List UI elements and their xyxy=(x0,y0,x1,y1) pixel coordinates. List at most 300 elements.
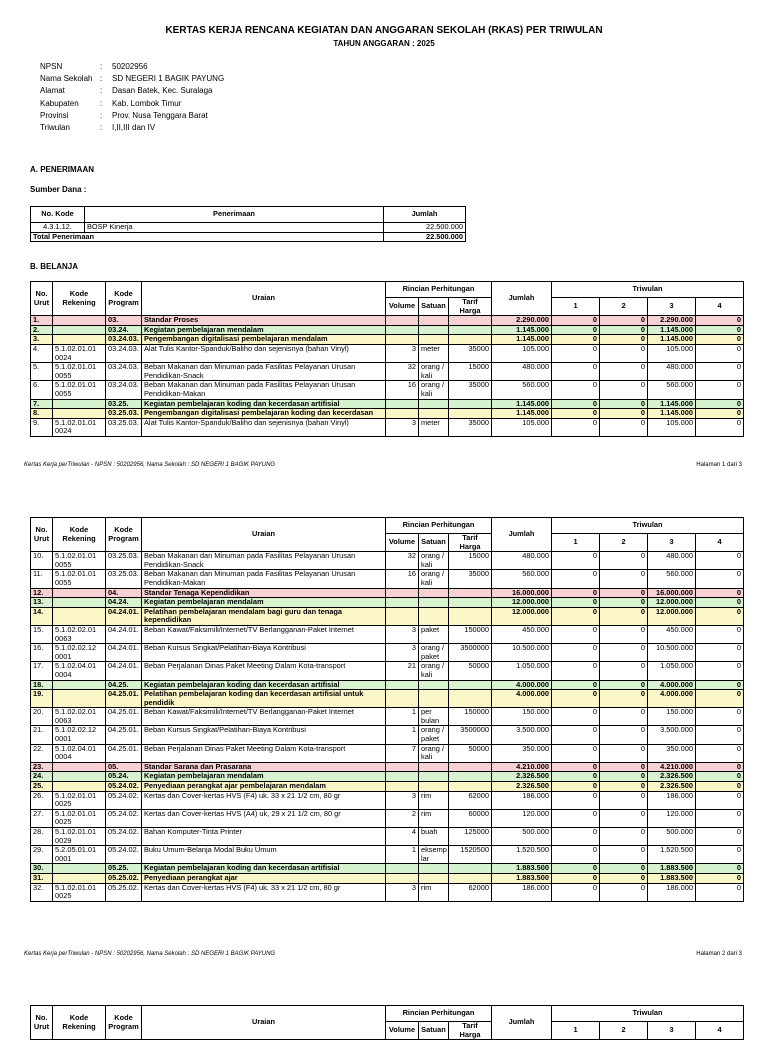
uraian: Kegiatan pembelajaran koding dan kecerdasan artifisial xyxy=(142,399,386,409)
tarif-harga xyxy=(449,409,492,419)
table-row xyxy=(31,782,744,792)
kode-program: 03.25. xyxy=(106,399,142,409)
triwulan-2: 0 xyxy=(600,680,648,690)
info-colon: : xyxy=(100,98,103,108)
jumlah: 150.000 xyxy=(492,708,552,726)
uraian: Kegiatan pembelajaran mendalam xyxy=(142,598,386,608)
volume xyxy=(386,598,419,608)
triwulan-2: 0 xyxy=(600,708,648,726)
uraian: Kegiatan pembelajaran koding dan kecerdasan artifisial xyxy=(142,864,386,874)
triwulan-4: 0 xyxy=(696,809,744,827)
info-row xyxy=(40,74,224,86)
uraian: Standar Tenaga Kependidikan xyxy=(142,588,386,598)
volume xyxy=(386,782,419,792)
kode-program: 04. xyxy=(106,588,142,598)
triwulan-3: 186.000 xyxy=(648,791,696,809)
kode-program: 05.24.02. xyxy=(106,791,142,809)
table-row xyxy=(31,625,744,643)
tarif-harga xyxy=(449,690,492,708)
kode-rekening: 5.1.02.02.12 0001 xyxy=(53,644,106,662)
header-no-urut: No. Urut xyxy=(31,282,53,316)
row-no: 23. xyxy=(31,762,53,772)
jumlah: 3.500.000 xyxy=(492,726,552,744)
triwulan-1: 0 xyxy=(552,772,600,782)
triwulan-3: 2.326.500 xyxy=(648,782,696,792)
header-triwulan-4: 4 xyxy=(696,534,744,552)
kode-rekening: 5.1.02.01.01 0055 xyxy=(53,363,106,381)
header-triwulan: Triwulan xyxy=(552,282,744,298)
table-row xyxy=(31,726,744,744)
triwulan-1: 0 xyxy=(552,344,600,362)
triwulan-4: 0 xyxy=(696,828,744,846)
triwulan-1: 0 xyxy=(552,873,600,883)
row-no: 15. xyxy=(31,625,53,643)
triwulan-2: 0 xyxy=(600,873,648,883)
triwulan-1: 0 xyxy=(552,726,600,744)
triwulan-3: 105.000 xyxy=(648,344,696,362)
triwulan-4: 0 xyxy=(696,399,744,409)
satuan xyxy=(419,680,449,690)
header-no-urut: No. Urut xyxy=(31,1006,53,1040)
header-triwulan-2: 2 xyxy=(600,534,648,552)
triwulan-3: 186.000 xyxy=(648,883,696,901)
table-row xyxy=(31,791,744,809)
kode-rekening xyxy=(53,690,106,708)
triwulan-3: 560.000 xyxy=(648,570,696,588)
table-row xyxy=(31,607,744,625)
uraian: Pengembangan digitalisasi pembelajaran mendalam xyxy=(142,335,386,345)
kode-rekening: 5.1.02.01.01 0055 xyxy=(53,570,106,588)
triwulan-2: 0 xyxy=(600,828,648,846)
tarif-harga: 60000 xyxy=(449,809,492,827)
volume xyxy=(386,335,419,345)
info-value: Dasan Batek, Kec. Suralaga xyxy=(112,86,213,96)
kode-rekening: 5.1.02.01.01 0025 xyxy=(53,809,106,827)
triwulan-3: 1.883.500 xyxy=(648,873,696,883)
header-triwulan-1: 1 xyxy=(552,298,600,316)
kode-rekening: 5.1.02.04.01 0004 xyxy=(53,662,106,680)
row-no: 22. xyxy=(31,744,53,762)
header-uraian: Uraian xyxy=(142,282,386,316)
kode-rekening xyxy=(53,762,106,772)
triwulan-1: 0 xyxy=(552,708,600,726)
triwulan-1: 0 xyxy=(552,644,600,662)
triwulan-3: 1.145.000 xyxy=(648,409,696,419)
tarif-harga: 125000 xyxy=(449,828,492,846)
info-value: 50202956 xyxy=(112,62,148,71)
belanja-table-page-3 xyxy=(30,1005,744,1040)
row-no: 7. xyxy=(31,399,53,409)
header-jumlah: Jumlah xyxy=(384,207,466,223)
header-triwulan-2: 2 xyxy=(600,298,648,316)
table-row xyxy=(31,552,744,570)
satuan: rim xyxy=(419,883,449,901)
triwulan-2: 0 xyxy=(600,809,648,827)
uraian: Alat Tulis Kantor-Spanduk/Baliho dan sejenisnya (bahan Vinyl) xyxy=(142,418,386,436)
triwulan-3: 4.000.000 xyxy=(648,690,696,708)
info-value: I,II,III dan IV xyxy=(112,122,156,132)
kode-program: 03.24. xyxy=(106,325,142,335)
header-rincian: Rincian Perhitungan xyxy=(386,1006,492,1022)
jumlah: 12.000.000 xyxy=(492,598,552,608)
table-row xyxy=(31,399,744,409)
jumlah: 1.883.500 xyxy=(492,864,552,874)
page-footer-1 xyxy=(24,462,742,468)
triwulan-2: 0 xyxy=(600,883,648,901)
kode-rekening xyxy=(53,335,106,345)
header-row xyxy=(31,282,744,298)
uraian: Standar Proses xyxy=(142,316,386,326)
uraian: Pelatihan pembelajaran koding dan kecerdasan artifisial untuk pendidik xyxy=(142,690,386,708)
satuan: orang / paket xyxy=(419,726,449,744)
triwulan-4: 0 xyxy=(696,335,744,345)
row-no: 27. xyxy=(31,809,53,827)
volume xyxy=(386,409,419,419)
kode-rekening: 5.1.02.01.01 0055 xyxy=(53,552,106,570)
satuan: orang / kali xyxy=(419,552,449,570)
uraian: Pelatihan pembelajaran mendalam bagi guru dan tenaga kependidikan xyxy=(142,607,386,625)
kode-program: 05.25.02. xyxy=(106,883,142,901)
tarif-harga: 62000 xyxy=(449,791,492,809)
row-no: 20. xyxy=(31,708,53,726)
triwulan-1: 0 xyxy=(552,399,600,409)
kode-program: 03.25.03. xyxy=(106,552,142,570)
triwulan-1: 0 xyxy=(552,552,600,570)
triwulan-4: 0 xyxy=(696,625,744,643)
triwulan-1: 0 xyxy=(552,588,600,598)
header-kode-program: Kode Program xyxy=(106,1006,142,1040)
row-no: 8. xyxy=(31,409,53,419)
tarif-harga xyxy=(449,598,492,608)
info-colon: : xyxy=(100,122,103,132)
triwulan-4: 0 xyxy=(696,864,744,874)
kode-program: 05.24.02. xyxy=(106,809,142,827)
triwulan-3: 10.500.000 xyxy=(648,644,696,662)
table-row xyxy=(31,828,744,846)
tarif-harga xyxy=(449,316,492,326)
jumlah: 120.000 xyxy=(492,809,552,827)
tarif-harga xyxy=(449,325,492,335)
triwulan-4: 0 xyxy=(696,316,744,326)
kode-program: 04.24.01. xyxy=(106,625,142,643)
kode-program: 05. xyxy=(106,762,142,772)
table-row xyxy=(31,883,744,901)
triwulan-2: 0 xyxy=(600,864,648,874)
tarif-harga: 35000 xyxy=(449,418,492,436)
kode-rekening xyxy=(53,873,106,883)
table-row xyxy=(31,335,744,345)
triwulan-1: 0 xyxy=(552,363,600,381)
header-jumlah: Jumlah xyxy=(492,518,552,552)
volume xyxy=(386,316,419,326)
triwulan-1: 0 xyxy=(552,883,600,901)
kode-rekening xyxy=(53,772,106,782)
header-triwulan: Triwulan xyxy=(552,518,744,534)
triwulan-3: 3.500.000 xyxy=(648,726,696,744)
document-title: KERTAS KERJA RENCANA KEGIATAN DAN ANGGARAN SEKOLAH (RKAS) PER TRIWULAN xyxy=(165,25,603,36)
triwulan-1: 0 xyxy=(552,690,600,708)
triwulan-2: 0 xyxy=(600,690,648,708)
row-no: 17. xyxy=(31,662,53,680)
table-row xyxy=(31,873,744,883)
uraian: Beban Makanan dan Minuman pada Fasilitas Pelayanan Urusan Pendidikan-Snack xyxy=(142,363,386,381)
header-kode-rekening: Kode Rekening xyxy=(53,282,106,316)
triwulan-4: 0 xyxy=(696,552,744,570)
kode-rekening: 5.1.02.04.01 0004 xyxy=(53,744,106,762)
header-triwulan-3: 3 xyxy=(648,534,696,552)
satuan xyxy=(419,864,449,874)
satuan: orang / paket xyxy=(419,644,449,662)
tarif-harga xyxy=(449,762,492,772)
tarif-harga xyxy=(449,680,492,690)
row-no: 5. xyxy=(31,363,53,381)
jumlah: 1.145.000 xyxy=(492,409,552,419)
triwulan-3: 350.000 xyxy=(648,744,696,762)
table-row xyxy=(31,316,744,326)
tarif-harga xyxy=(449,782,492,792)
table-row xyxy=(31,772,744,782)
triwulan-3: 500.000 xyxy=(648,828,696,846)
satuan: orang / kali xyxy=(419,381,449,399)
section-penerimaan: A. PENERIMAAN xyxy=(30,165,95,174)
triwulan-3: 4.000.000 xyxy=(648,680,696,690)
triwulan-2: 0 xyxy=(600,418,648,436)
satuan xyxy=(419,762,449,772)
jumlah: 450.000 xyxy=(492,625,552,643)
triwulan-3: 480.000 xyxy=(648,552,696,570)
row-no: 24. xyxy=(31,772,53,782)
table-row xyxy=(31,809,744,827)
kode-program: 05.25.02. xyxy=(106,873,142,883)
satuan: eksemp lar xyxy=(419,846,449,864)
header-kode-rekening: Kode Rekening xyxy=(53,1006,106,1040)
tarif-harga xyxy=(449,873,492,883)
jumlah: 1.050.000 xyxy=(492,662,552,680)
jumlah: 350.000 xyxy=(492,744,552,762)
header-kode-rekening: Kode Rekening xyxy=(53,518,106,552)
header-volume: Volume xyxy=(386,298,419,316)
satuan xyxy=(419,399,449,409)
tarif-harga: 3500000 xyxy=(449,726,492,744)
triwulan-2: 0 xyxy=(600,335,648,345)
uraian: Beban Makanan dan Minuman pada Fasilitas Pelayanan Urusan Pendidikan-Makan xyxy=(142,381,386,399)
triwulan-4: 0 xyxy=(696,883,744,901)
triwulan-3: 150.000 xyxy=(648,708,696,726)
uraian: Bahan Komputer-Tinta Printer xyxy=(142,828,386,846)
triwulan-1: 0 xyxy=(552,680,600,690)
triwulan-2: 0 xyxy=(600,598,648,608)
header-rincian: Rincian Perhitungan xyxy=(386,518,492,534)
triwulan-4: 0 xyxy=(696,409,744,419)
tarif-harga: 35000 xyxy=(449,570,492,588)
satuan: orang / kali xyxy=(419,570,449,588)
tarif-harga: 150000 xyxy=(449,708,492,726)
table-row xyxy=(31,690,744,708)
triwulan-4: 0 xyxy=(696,607,744,625)
kode-program: 05.24.02. xyxy=(106,782,142,792)
header-jumlah: Jumlah xyxy=(492,282,552,316)
tarif-harga xyxy=(449,772,492,782)
triwulan-1: 0 xyxy=(552,625,600,643)
footer-text: Kertas Kerja perTriwulan - NPSN : 50202956, Nama Sekolah : SD NEGERI 1 BAGIK PAYUNG xyxy=(24,951,276,957)
uraian: Beban Kawat/Faksimili/Internet/TV Berlangganan-Paket Internet xyxy=(142,625,386,643)
volume: 16 xyxy=(386,381,419,399)
jumlah: 1.145.000 xyxy=(492,335,552,345)
info-value: Prov. Nusa Tenggara Barat xyxy=(112,110,208,120)
total-penerimaan-value: 22.500.000 xyxy=(384,232,466,242)
triwulan-2: 0 xyxy=(600,344,648,362)
table-row xyxy=(31,418,744,436)
table-row xyxy=(31,744,744,762)
volume: 2 xyxy=(386,809,419,827)
satuan xyxy=(419,598,449,608)
table-row xyxy=(31,344,744,362)
row-no: 4. xyxy=(31,344,53,362)
info-row xyxy=(40,123,224,135)
triwulan-2: 0 xyxy=(600,316,648,326)
triwulan-1: 0 xyxy=(552,418,600,436)
jumlah: 480.000 xyxy=(492,363,552,381)
kode-rekening: 5.1.02.02.01 0063 xyxy=(53,708,106,726)
header-tarif: Tarif Harga xyxy=(449,1022,492,1040)
table-row xyxy=(31,363,744,381)
info-label: Triwulan xyxy=(40,122,70,132)
volume: 3 xyxy=(386,344,419,362)
volume xyxy=(386,772,419,782)
header-volume: Volume xyxy=(386,534,419,552)
kode-program: 04.25. xyxy=(106,680,142,690)
uraian: Beban Perjalanan Dinas Paket Meeting Dalam Kota-transport xyxy=(142,662,386,680)
triwulan-2: 0 xyxy=(600,762,648,772)
kode-rekening: 5.2.05.01.01 0001 xyxy=(53,846,106,864)
triwulan-4: 0 xyxy=(696,598,744,608)
triwulan-1: 0 xyxy=(552,409,600,419)
kode-program: 03. xyxy=(106,316,142,326)
triwulan-4: 0 xyxy=(696,708,744,726)
jumlah: 105.000 xyxy=(492,418,552,436)
satuan xyxy=(419,588,449,598)
kode-rekening xyxy=(53,588,106,598)
penerimaan-table xyxy=(30,206,466,242)
info-row xyxy=(40,99,224,111)
tarif-harga xyxy=(449,607,492,625)
triwulan-2: 0 xyxy=(600,552,648,570)
header-triwulan-1: 1 xyxy=(552,1022,600,1040)
row-no: 2. xyxy=(31,325,53,335)
triwulan-4: 0 xyxy=(696,782,744,792)
belanja-table-page-2 xyxy=(30,517,744,902)
volume xyxy=(386,607,419,625)
triwulan-2: 0 xyxy=(600,607,648,625)
jumlah: 4.000.000 xyxy=(492,680,552,690)
uraian: Beban Kursus Singkat/Pelatihan-Biaya Kontribusi xyxy=(142,644,386,662)
triwulan-3: 12.000.000 xyxy=(648,598,696,608)
header-kode-program: Kode Program xyxy=(106,282,142,316)
kode-rekening: 5.1.02.01.01 0025 xyxy=(53,791,106,809)
jumlah: 16.000.000 xyxy=(492,588,552,598)
satuan xyxy=(419,772,449,782)
volume xyxy=(386,762,419,772)
kode-rekening: 5.1.02.01.01 0055 xyxy=(53,381,106,399)
satuan xyxy=(419,607,449,625)
satuan: orang / kali xyxy=(419,363,449,381)
table-row xyxy=(31,588,744,598)
info-row xyxy=(40,111,224,123)
tarif-harga: 3500000 xyxy=(449,644,492,662)
triwulan-4: 0 xyxy=(696,418,744,436)
kode-rekening xyxy=(53,598,106,608)
info-colon: : xyxy=(100,62,103,71)
triwulan-1: 0 xyxy=(552,791,600,809)
uraian: Kegiatan pembelajaran mendalam xyxy=(142,772,386,782)
triwulan-4: 0 xyxy=(696,680,744,690)
header-triwulan: Triwulan xyxy=(552,1006,744,1022)
volume: 4 xyxy=(386,828,419,846)
triwulan-3: 4.210.000 xyxy=(648,762,696,772)
satuan: rim xyxy=(419,791,449,809)
volume: 3 xyxy=(386,644,419,662)
kode-program: 05.24.02. xyxy=(106,846,142,864)
table-row xyxy=(31,325,744,335)
kode-program: 04.25.01. xyxy=(106,744,142,762)
volume: 7 xyxy=(386,744,419,762)
kode-program: 04.25.01. xyxy=(106,726,142,744)
header-rincian: Rincian Perhitungan xyxy=(386,282,492,298)
jumlah: 2.326.500 xyxy=(492,782,552,792)
triwulan-1: 0 xyxy=(552,335,600,345)
triwulan-1: 0 xyxy=(552,325,600,335)
kode-rekening xyxy=(53,409,106,419)
uraian: Beban Makanan dan Minuman pada Fasilitas Pelayanan Urusan Pendidikan-Makan xyxy=(142,570,386,588)
row-no: 13. xyxy=(31,598,53,608)
kode-program: 03.24.03. xyxy=(106,363,142,381)
table-row xyxy=(31,846,744,864)
total-penerimaan-label: Total Penerimaan xyxy=(31,232,384,242)
row-no: 18. xyxy=(31,680,53,690)
row-no: 32. xyxy=(31,883,53,901)
triwulan-3: 1.520.500 xyxy=(648,846,696,864)
header-triwulan-3: 3 xyxy=(648,1022,696,1040)
jumlah: 560.000 xyxy=(492,381,552,399)
header-triwulan-2: 2 xyxy=(600,1022,648,1040)
triwulan-3: 105.000 xyxy=(648,418,696,436)
row-no: 29. xyxy=(31,846,53,864)
satuan: rim xyxy=(419,809,449,827)
triwulan-3: 560.000 xyxy=(648,381,696,399)
tarif-harga: 150000 xyxy=(449,625,492,643)
triwulan-1: 0 xyxy=(552,762,600,772)
header-penerimaan: Penerimaan xyxy=(85,207,384,223)
uraian: Kegiatan pembelajaran mendalam xyxy=(142,325,386,335)
triwulan-3: 1.145.000 xyxy=(648,335,696,345)
triwulan-3: 2.326.500 xyxy=(648,772,696,782)
triwulan-4: 0 xyxy=(696,662,744,680)
triwulan-2: 0 xyxy=(600,791,648,809)
kode-program: 04.24.01. xyxy=(106,644,142,662)
uraian: Kertas dan Cover-kertas HVS (A4) uk, 29 x 21 1/2 cm, 80 gr xyxy=(142,809,386,827)
row-no: 3. xyxy=(31,335,53,345)
triwulan-3: 1.050.000 xyxy=(648,662,696,680)
triwulan-3: 480.000 xyxy=(648,363,696,381)
kode-rekening xyxy=(53,325,106,335)
volume: 1 xyxy=(386,708,419,726)
uraian: Pengembangan digitalisasi pembelajaran koding dan kecerdasan xyxy=(142,409,386,419)
triwulan-2: 0 xyxy=(600,409,648,419)
triwulan-1: 0 xyxy=(552,570,600,588)
kode-program: 04.25.01. xyxy=(106,708,142,726)
header-tarif: Tarif Harga xyxy=(449,298,492,316)
triwulan-4: 0 xyxy=(696,570,744,588)
